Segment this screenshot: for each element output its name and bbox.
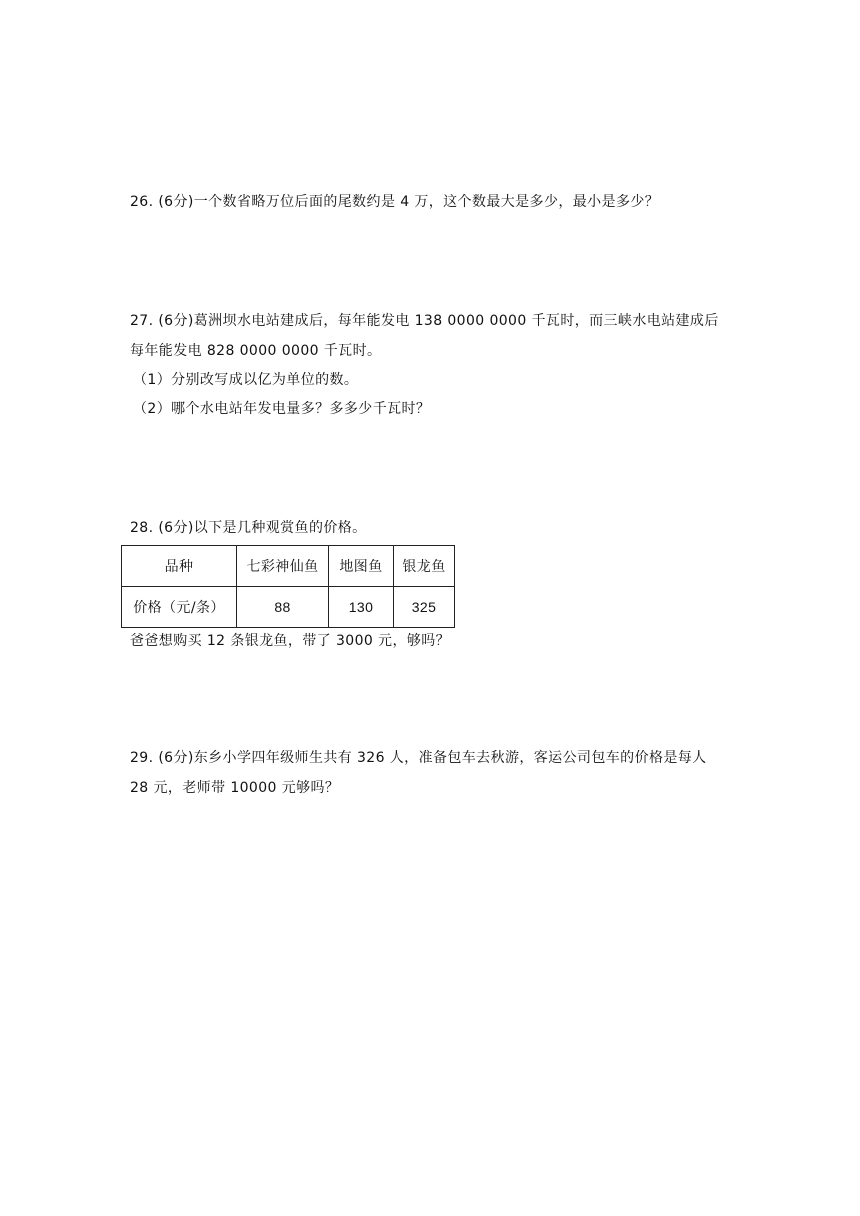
table-row: [122, 587, 455, 628]
table-header-cell: 七彩神仙鱼: [237, 546, 329, 587]
question-27-line-2: 每年能发电 828 0000 0000 千瓦时。: [130, 343, 382, 359]
table-row-label: 价格（元/条）: [122, 587, 237, 628]
table-header-cell: 品种: [122, 546, 237, 587]
table-header-row: [122, 546, 455, 587]
fish-price-table: [121, 545, 455, 628]
table-cell: 88: [237, 587, 329, 628]
question-29-line-2: 28 元，老师带 10000 元够吗？: [130, 780, 340, 796]
table-cell: 325: [394, 587, 455, 628]
table-cell: 130: [329, 587, 394, 628]
question-27-line-1: 27. (6分)葛洲坝水电站建成后，每年能发电 138 0000 0000 千瓦时，而三峡水电站建成后: [130, 313, 719, 329]
question-27-part-2: （2）哪个水电站年发电量多？多多少千瓦时？: [133, 401, 431, 417]
table-header-cell: 地图鱼: [329, 546, 394, 587]
question-26-text: 26. (6分)一个数省略万位后面的尾数约是 4 万，这个数最大是多少，最小是多少？: [130, 194, 660, 210]
question-28-text: 28. (6分)以下是几种观赏鱼的价格。: [130, 520, 367, 536]
question-29-line-1: 29. (6分)东乡小学四年级师生共有 326 人，准备包车去秋游，客运公司包车的价格是每人: [130, 750, 707, 766]
question-28-question: 爸爸想购买 12 条银龙鱼，带了 3000 元，够吗？: [130, 633, 451, 649]
table-header-cell: 银龙鱼: [394, 546, 455, 587]
question-27-part-1: （1）分别改写成以亿为单位的数。: [133, 372, 359, 388]
